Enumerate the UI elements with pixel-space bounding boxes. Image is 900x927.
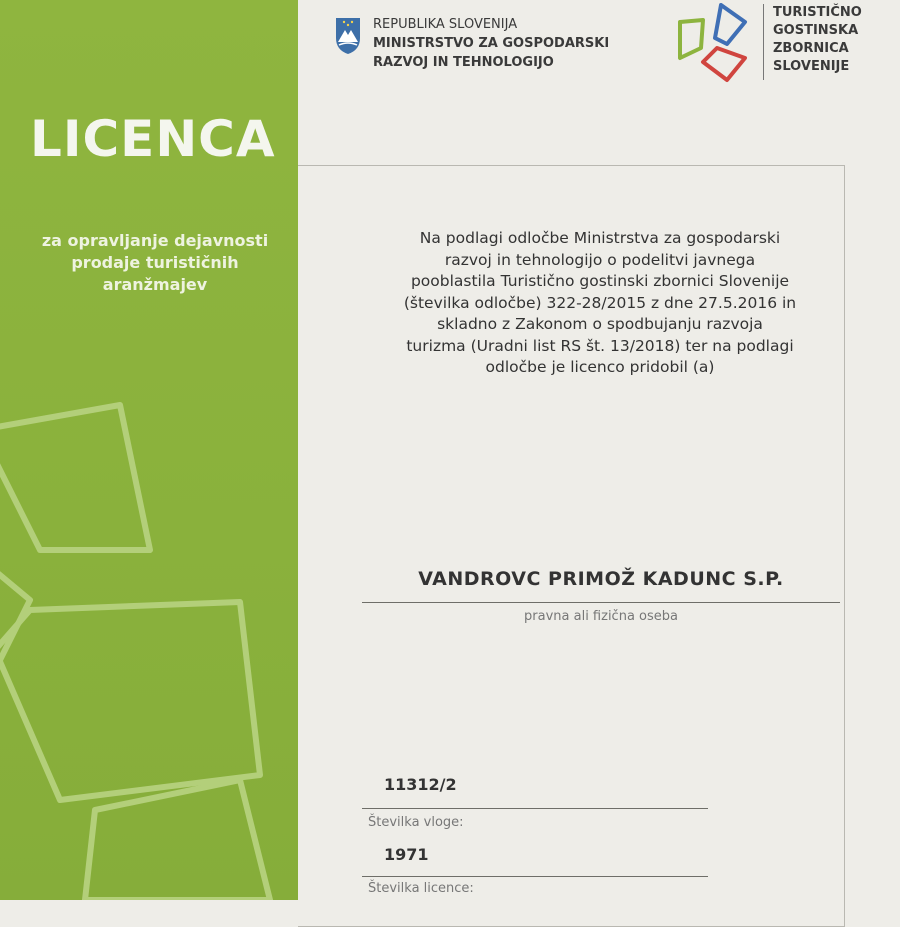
holder-underline [362,602,840,603]
ministry-line: REPUBLIKA SLOVENIJA [373,17,518,32]
chamber-name [773,4,862,76]
license-holder-name: VANDROVC PRIMOŽ KADUNC S.P. [418,568,784,590]
chamber-line: GOSTINSKA [773,23,859,38]
logo-divider [763,4,764,80]
application-number: 11312/2 [384,775,457,794]
chamber-logo-icon [675,0,755,85]
application-label: Številka vloge: [368,815,464,830]
subtitle-line: prodaje turističnih [71,253,239,272]
paragraph-line: pooblastila Turistično gostinski zbornici Slovenije [410,272,790,290]
ministry-line: RAZVOJ IN TEHNOLOGIJO [373,55,554,70]
paragraph-line: turizma (Uradni list RS št. 13/2018) ter na podlagi [406,336,794,355]
green-side-panel [0,0,298,900]
ministry-line: MINISTRSTVO ZA GOSPODARSKI [373,36,610,51]
paragraph-line: razvoj in tehnologijo o podelitvi javnega [444,250,756,269]
paragraph-line: Na podlagi odločbe Ministrstva za gospodarski [419,229,781,247]
slovenia-coat-of-arms-icon [333,16,363,56]
license-label: Številka licence: [368,881,474,896]
paragraph-line: odločbe je licenco pridobil (a) [485,358,715,376]
legal-basis-paragraph [360,228,840,379]
holder-caption: pravna ali fizična oseba [524,609,678,624]
license-underline [362,876,708,877]
chamber-line: ZBORNICA [773,41,849,56]
decorative-shapes-icon [0,380,298,900]
subtitle-line: za opravljanje dejavnosti [41,231,269,250]
subtitle-line: aranžmajev [102,275,208,294]
ministry-header [373,15,609,72]
document-subtitle [10,230,298,296]
application-underline [362,808,708,809]
paragraph-line: skladno z Zakonom o spodbujanju razvoja [437,315,763,333]
license-number: 1971 [384,845,429,864]
chamber-line: TURISTIČNO [773,5,862,20]
chamber-line: SLOVENIJE [773,59,850,74]
document-title: LICENCA [30,110,276,168]
paragraph-line: (številka odločbe) 322-28/2015 z dne 27.5.2016 in [403,293,797,312]
